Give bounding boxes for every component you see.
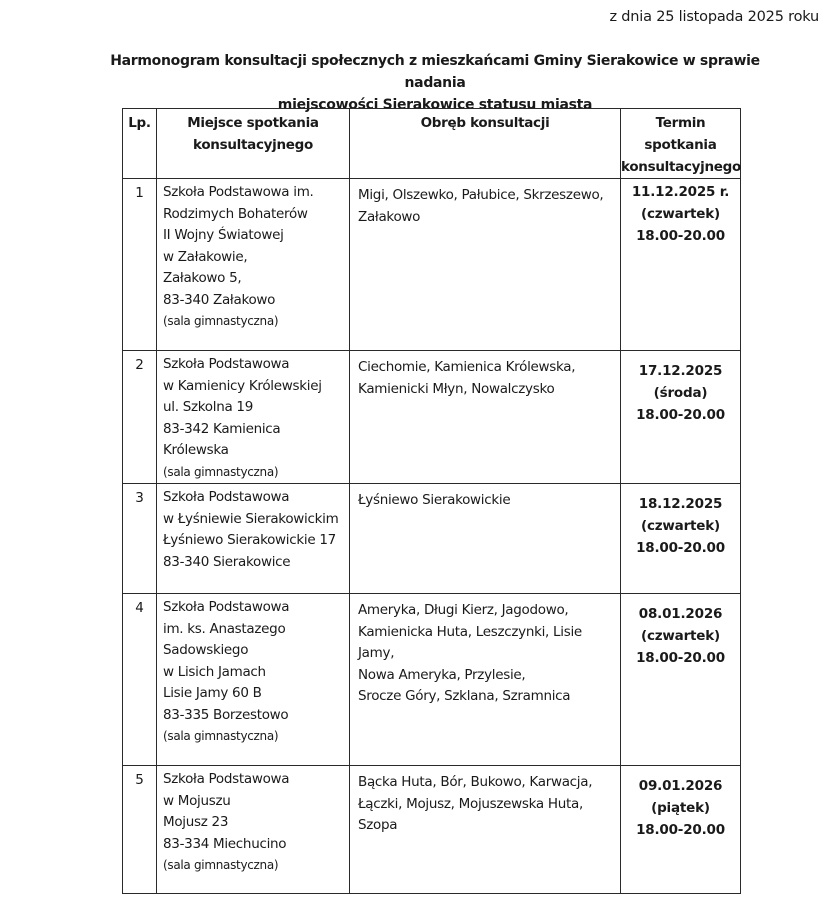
consultation-area-line: Nowa Ameryka, Przylesie, — [358, 666, 526, 683]
meeting-place-line: 83-340 Załakowo — [163, 291, 276, 308]
table-row — [123, 594, 741, 766]
meeting-date: 08.01.2026 — [638, 606, 723, 622]
consultation-area-line: Kamienicki Młyn, Nowalczysko — [358, 380, 555, 397]
meeting-place-line: Szkoła Podstawowa — [163, 771, 290, 787]
meeting-place-line: Lisie Jamy 60 B — [163, 685, 262, 701]
consultation-schedule-table — [122, 108, 741, 894]
consultation-area-line: Łączki, Mojusz, Mojuszewska Huta, Szopa — [358, 795, 583, 833]
cell-meeting-date — [621, 351, 741, 484]
meeting-place-line: 83-335 Borzestowo — [163, 706, 289, 723]
meeting-place-line: Załakowo 5, — [163, 270, 242, 286]
meeting-time: 18.00-20.00 — [636, 407, 725, 423]
cell-meeting-place — [157, 484, 350, 594]
cell-lp: 4 — [123, 594, 157, 766]
consultation-area-line: Ciechomie, Kamienica Królewska, — [358, 359, 576, 375]
column-header-date-line-3: konsultacyjnego — [621, 159, 741, 175]
document-date: z dnia 25 listopada 2025 roku — [609, 9, 819, 25]
meeting-date: 11.12.2025 r. — [631, 184, 730, 200]
meeting-place-line: Sadowskiego — [163, 642, 249, 658]
cell-meeting-place — [157, 351, 350, 484]
meeting-day: (środa) — [653, 385, 708, 401]
cell-lp: 1 — [123, 179, 157, 351]
cell-consultation-area — [350, 594, 621, 766]
column-header-date-line-2: spotkania — [644, 137, 717, 153]
title-line-2: miejscowości Sierakowice statusu miasta — [277, 97, 593, 113]
meeting-place-line: 83-342 Kamienica Królewska — [163, 420, 281, 458]
meeting-time: 18.00-20.00 — [636, 650, 725, 666]
meeting-time: 18.00-20.00 — [636, 228, 725, 244]
consultation-area-line: Ameryka, Długi Kierz, Jagodowo, — [358, 602, 569, 618]
meeting-day: (czwartek) — [640, 628, 721, 644]
cell-meeting-place — [157, 179, 350, 351]
consultation-area-line: Migi, Olszewko, Pałubice, Skrzeszewo, — [358, 187, 604, 203]
column-header-lp: Lp. — [123, 109, 157, 179]
meeting-place-line: w Załakowie, — [163, 248, 248, 265]
meeting-place-line: II Wojny Światowej — [163, 227, 284, 243]
cell-meeting-date — [621, 179, 741, 351]
table-row — [123, 179, 741, 351]
document-title — [100, 50, 770, 116]
meeting-place-line: 83-340 Sierakowice — [163, 553, 291, 570]
meeting-date: 18.12.2025 — [638, 496, 723, 512]
meeting-day: (czwartek) — [640, 518, 721, 534]
meeting-place-line: ul. Szkolna 19 — [163, 399, 253, 415]
cell-meeting-place — [157, 594, 350, 766]
meeting-date: 17.12.2025 — [638, 363, 723, 379]
column-header-date — [621, 109, 741, 179]
cell-consultation-area — [350, 351, 621, 484]
meeting-place-line: Szkoła Podstawowa — [163, 599, 290, 615]
cell-meeting-date — [621, 766, 741, 894]
meeting-place-note: (sala gimnastyczna) — [163, 314, 279, 328]
consultation-area-line: Srocze Góry, Szklana, Szramnica — [358, 688, 571, 704]
meeting-place-note: (sala gimnastyczna) — [163, 858, 279, 872]
meeting-day: (czwartek) — [640, 206, 721, 222]
table-row — [123, 351, 741, 484]
cell-lp: 3 — [123, 484, 157, 594]
cell-lp: 5 — [123, 766, 157, 894]
meeting-place-line: Mojusz 23 — [163, 814, 229, 830]
meeting-place-line: w Łyśniewie Sierakowickim — [163, 510, 339, 527]
meeting-place-line: Rodzimych Bohaterów — [163, 205, 308, 222]
meeting-day: (piątek) — [651, 800, 710, 816]
cell-consultation-area — [350, 179, 621, 351]
meeting-place-note: (sala gimnastyczna) — [163, 464, 279, 479]
meeting-place-line: Szkoła Podstawowa — [163, 356, 290, 372]
meeting-time: 18.00-20.00 — [636, 540, 725, 556]
table-row — [123, 766, 741, 894]
meeting-place-line: Szkoła Podstawowa — [163, 489, 290, 505]
column-header-place-line-1: Miejsce spotkania — [187, 115, 319, 131]
meeting-place-line: Łyśniewo Sierakowickie 17 — [163, 532, 336, 548]
cell-meeting-date — [621, 484, 741, 594]
table-row — [123, 484, 741, 594]
table-header-row — [123, 109, 741, 179]
meeting-time: 18.00-20.00 — [636, 822, 725, 838]
meeting-place-line: 83-334 Miechucino — [163, 835, 287, 852]
column-header-date-line-1: Termin — [655, 115, 706, 131]
cell-meeting-place — [157, 766, 350, 894]
meeting-place-line: im. ks. Anastazego — [163, 620, 286, 637]
cell-consultation-area — [350, 766, 621, 894]
column-header-place — [157, 109, 350, 179]
consultation-area-line: Załakowo — [358, 208, 421, 225]
meeting-place-line: w Lisich Jamach — [163, 663, 266, 680]
meeting-place-note: (sala gimnastyczna) — [163, 729, 279, 743]
consultation-area-line: Kamienicka Huta, Leszczynki, Lisie Jamy, — [358, 623, 582, 661]
title-line-1: Harmonogram konsultacji społecznych z mieszkańcami Gminy Sierakowice w sprawie nadania — [110, 53, 760, 91]
meeting-date: 09.01.2026 — [638, 778, 723, 794]
meeting-place-line: w Kamienicy Królewskiej — [163, 377, 322, 394]
consultation-area-line: Bącka Huta, Bór, Bukowo, Karwacja, — [358, 774, 593, 790]
column-header-place-line-2: konsultacyjnego — [193, 137, 313, 153]
cell-lp: 2 — [123, 351, 157, 484]
consultation-area-line: Łyśniewo Sierakowickie — [358, 492, 511, 508]
cell-meeting-date — [621, 594, 741, 766]
column-header-area: Obręb konsultacji — [350, 109, 621, 179]
meeting-place-line: Szkoła Podstawowa im. — [163, 184, 314, 200]
cell-consultation-area — [350, 484, 621, 594]
meeting-place-line: w Mojuszu — [163, 792, 231, 809]
